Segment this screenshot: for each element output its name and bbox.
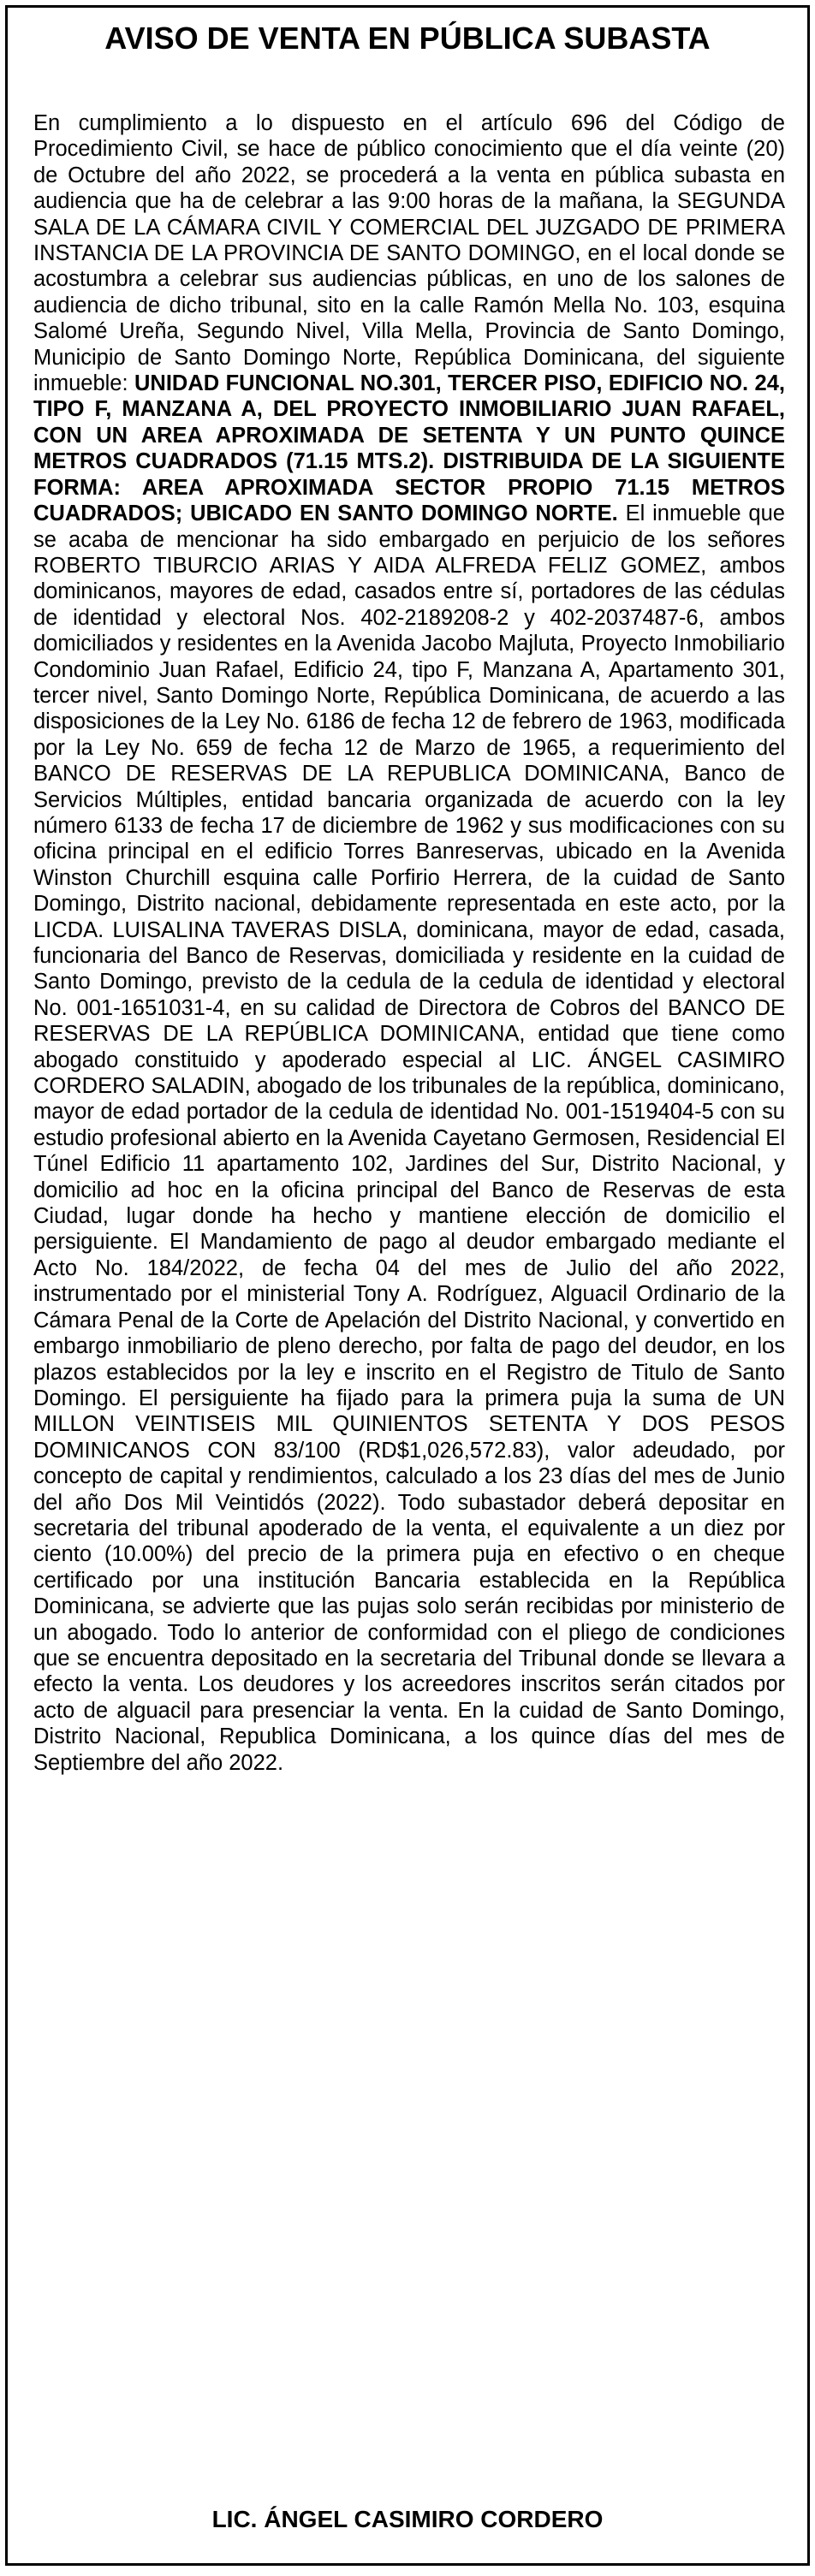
property-description: UNIDAD FUNCIONAL NO.301, TERCER PISO, EDIFICIO NO. 24, TIPO F, MANZANA A, DEL PROYECTO INMOBILIARIO JUAN RAFAEL, CON UN AREA APROXIMADA DE SETENTA Y UN PUNTO QUINCE METROS CUADRADOS (71.15 MTS.2). DISTRIBUIDA DE LA SIGUIENTE FORMA: AREA APROXIMADA SECTOR PROPIO 71.15 METROS CUADRADOS; UBICADO EN SANTO DOMINGO NORTE.: [33, 371, 785, 526]
notice-body: [8, 57, 807, 1776]
notice-signature: LIC. ÁNGEL CASIMIRO CORDERO: [211, 2506, 604, 2532]
notice-details: El inmueble que se acaba de mencionar ha sido embargado en perjuicio de los señores ROBERTO TIBURCIO ARIAS Y AIDA ALFREDA FELIZ GOMEZ, ambos dominicanos, mayores de edad, casados entre sí, portadores de las cédulas de identidad y electoral Nos. 402-2189208-2 y 402-2037487-6, ambos domiciliados y residentes en la Avenida Jacobo Majluta, Proyecto Inmobiliario Condominio Juan Rafael, Edificio 24, tipo F, Manzana A, Apartamento 301, tercer nivel, Santo Domingo Norte, República Dominicana, de acuerdo a las disposiciones de la Ley No. 6186 de fecha 12 de febrero de 1963, modificada por la Ley No. 659 de fecha 12 de Marzo de 1965, a requerimiento del BANCO DE RESERVAS DE LA REPUBLICA DOMINICANA, Banco de Servicios Múltiples, entidad bancaria organizada de acuerdo con la ley número 6133 de fecha 17 de diciembre de 1962 y sus modificaciones con su oficina principal en el edificio Torres Banreservas, ubicado en la Avenida Winston Churchill esquina calle Porfirio Herrera, de la cuidad de Santo Domingo, Distrito nacional, debidamente representada en este acto, por la LICDA. LUISALINA TAVERAS DISLA, dominicana, mayor de edad, casada, funcionaria del Banco de Reservas, domiciliada y residente en la cuidad de Santo Domingo, previsto de la cedula de la cedula de identidad y electoral No. 001-1651031-4, en su calidad de Directora de Cobros del BANCO DE RESERVAS DE LA REPÚBLICA DOMINICANA, entidad que tiene como abogado constituido y apoderado especial al LIC. ÁNGEL CASIMIRO CORDERO SALADIN, abogado de los tribunales de la república, dominicano, mayor de edad portador de la cedula de identidad No. 001-1519404-5 con su estudio profesional abierto en la Avenida Cayetano Germosen, Residencial El Túnel Edificio 11 apartamento 102, Jardines del Sur, Distrito Nacional, y domicilio ad hoc en la oficina principal del Banco de Reservas de esta Ciudad, lugar donde ha hecho y mantiene elección de domicilio el persiguiente. El Mandamiento de pago al deudor embargado mediante el Acto No. 184/2022, de fecha 04 del mes de Julio del año 2022, instrumentado por el ministerial Tony A. Rodríguez, Alguacil Ordinario de la Cámara Penal de la Corte de Apelación del Distrito Nacional, y convertido en embargo inmobiliario de pleno derecho, por falta de pago del deudor, en los plazos establecidos por la ley e inscrito en el Registro de Titulo de Santo Domingo. El persiguiente ha fijado para la primera puja la suma de UN MILLON VEINTISEIS MIL QUINIENTOS SETENTA Y DOS PESOS DOMINICANOS CON 83/100 (RD$1,026,572.83), valor adeudado, por concepto de capital y rendimientos, calculado a los 23 días del mes de Junio del año Dos Mil Veintidós (2022). Todo subastador deberá depositar en secretaria del tribunal apoderado de la venta, el equivalente a un diez por ciento (10.00%) del precio de la primera puja en efectivo o en cheque certificado por una institución Bancaria establecida en la República Dominicana, se advierte que las pujas solo serán recibidas por ministerio de un abogado. Todo lo anterior de conformidad con el pliego de condiciones que se encuentra depositado en la secretaria del Tribunal donde se llevara a efecto la venta. Los deudores y los acreedores inscritos serán citados por acto de alguacil para presenciar la venta. En la cuidad de Santo Domingo, Distrito Nacional, Republica Dominicana, a los quince días del mes de Septiembre del año 2022.: [33, 502, 785, 1775]
notice-intro: En cumplimiento a lo dispuesto en el artículo 696 del Código de Procedimiento Civil, se hace de público conocimiento que el día veinte (20) de Octubre del año 2022, se procederá a la venta en pública subasta en audiencia que ha de celebrar a las 9:00 horas de la mañana, la SEGUNDA SALA DE LA CÁMARA CIVIL Y COMERCIAL DEL JUZGADO DE PRIMERA INSTANCIA DE LA PROVINCIA DE SANTO DOMINGO, en el local donde se acostumbra a celebrar sus audiencias públicas, en uno de los salones de audiencia de dicho tribunal, sito en la calle Ramón Mella No. 103, esquina Salomé Ureña, Segundo Nivel, Villa Mella, Provincia de Santo Domingo, Municipio de Santo Domingo Norte, República Dominicana, del siguiente inmueble:: [33, 111, 785, 396]
notice-title: AVISO DE VENTA EN PÚBLICA SUBASTA: [104, 21, 711, 56]
legal-notice: [5, 5, 810, 2566]
